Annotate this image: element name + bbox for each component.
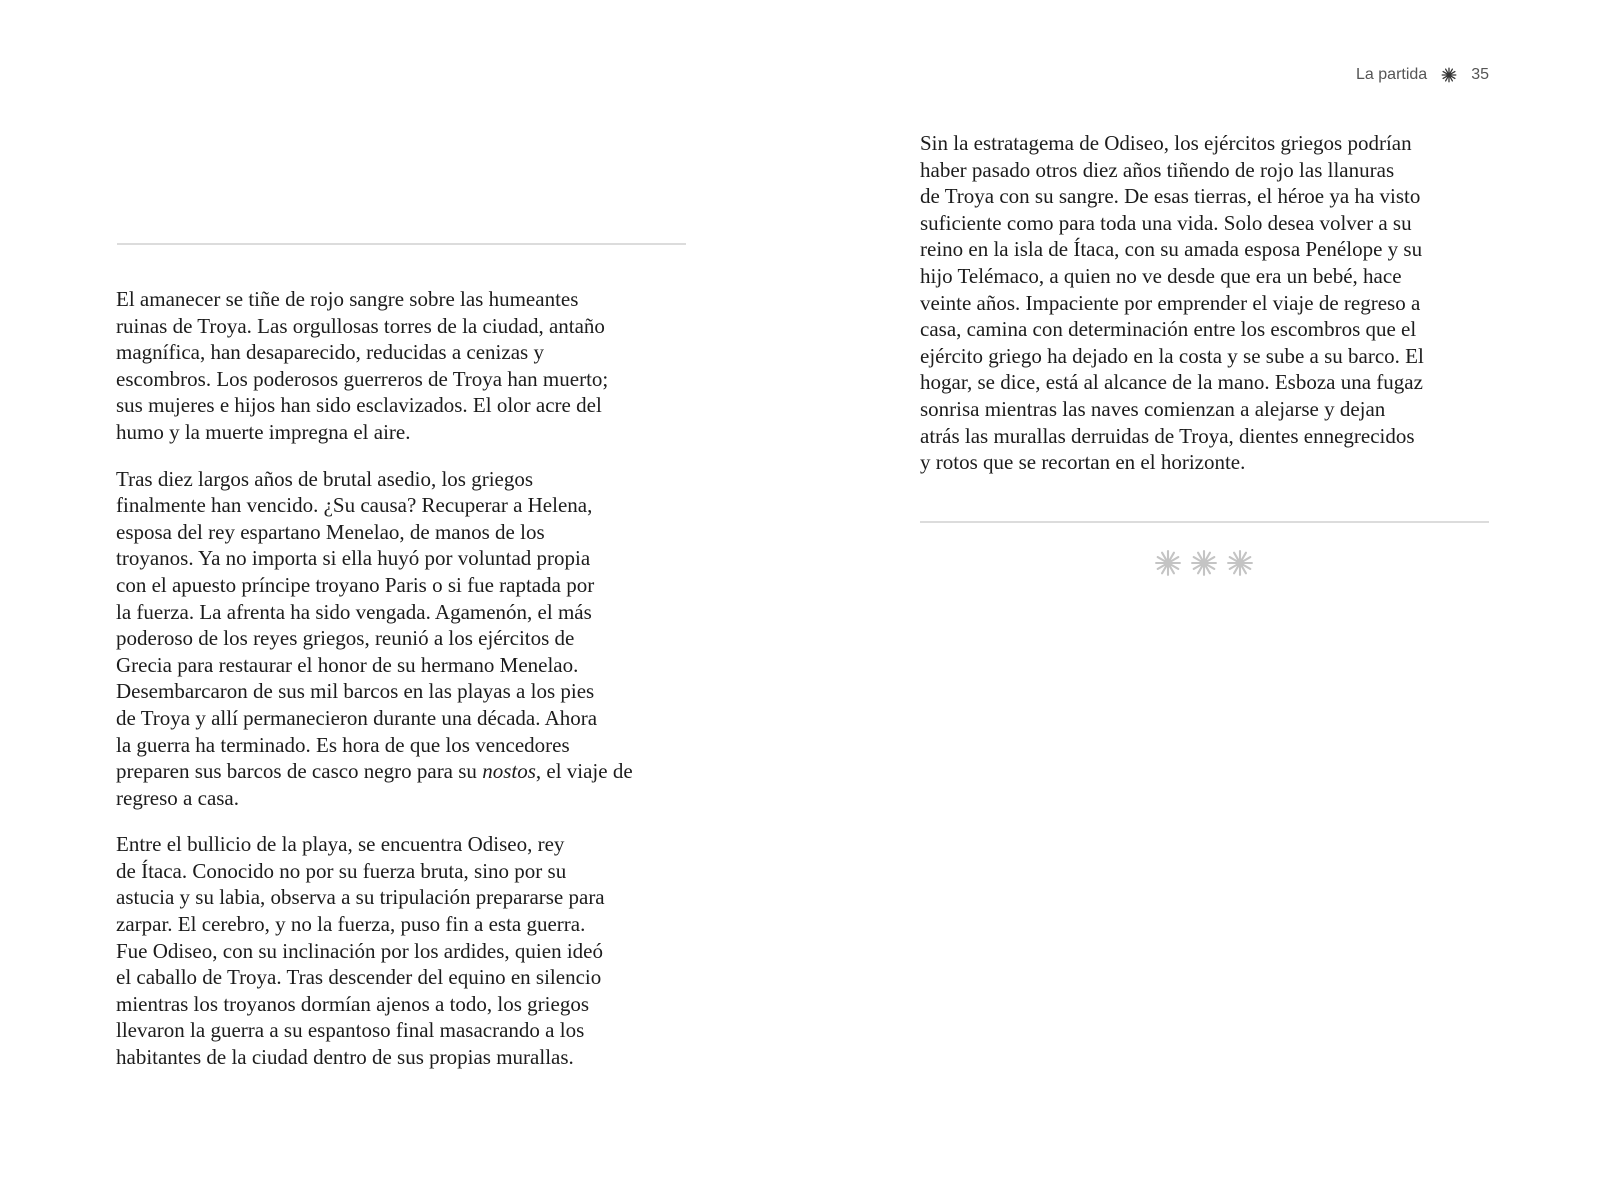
text-line: troyanos. Ya no importa si ella huyó por voluntad propia	[116, 546, 591, 571]
text-line: regreso a casa.	[116, 785, 240, 810]
chapter-divider-rule	[117, 243, 686, 245]
paragraph-1	[116, 286, 696, 446]
text-line: casa, camina con determinación entre los escombros que el	[920, 317, 1417, 342]
text-line: humo y la muerte impregna el aire.	[116, 419, 411, 444]
text-line: Sin la estratagema de Odiseo, los ejércitos griegos podrían	[920, 131, 1412, 155]
text-line: la guerra ha terminado. Es hora de que los vencedores	[116, 732, 570, 757]
left-body-text	[116, 286, 696, 1091]
text-line: esposa del rey espartano Menelao, de manos de los	[116, 519, 545, 544]
right-body-text	[920, 130, 1500, 496]
running-header	[1356, 66, 1489, 84]
text-line-with-italic	[116, 758, 696, 785]
text-line: la fuerza. La afrenta ha sido vengada. Agamenón, el más	[116, 599, 592, 624]
chapter-title: La partida	[1356, 66, 1428, 83]
text-line: haber pasado otros diez años tiñendo de rojo las llanuras	[920, 157, 1395, 182]
text-line: llevaron la guerra a su espantoso final masacrando a los	[116, 1018, 585, 1043]
text-line: hogar, se dice, está al alcance de la mano. Esboza una fugaz	[920, 370, 1423, 395]
text-line: sonrisa mientras las naves comienzan a alejarse y dejan	[920, 396, 1386, 421]
text-line: reino en la isla de Ítaca, con su amada esposa Penélope y su	[920, 237, 1423, 262]
starburst-icon	[1226, 549, 1254, 577]
section-break-ornament	[1154, 549, 1254, 577]
text-fragment: preparen sus barcos de casco negro para su	[116, 759, 483, 784]
text-line: el caballo de Troya. Tras descender del equino en silencio	[116, 965, 602, 990]
text-line: con el apuesto príncipe troyano Paris o si fue raptada por	[116, 572, 595, 597]
text-line: y rotos que se recortan en el horizonte.	[920, 450, 1246, 475]
text-line: de Troya y allí permanecieron durante una década. Ahora	[116, 705, 598, 730]
text-line: Fue Odiseo, con su inclinación por los ardides, quien ideó	[116, 938, 603, 963]
text-line: ruinas de Troya. Las orgullosas torres de la ciudad, antaño	[116, 313, 605, 338]
text-line: magnífica, han desaparecido, reducidas a cenizas y	[116, 340, 544, 365]
text-line: mientras los troyanos dormían ajenos a todo, los griegos	[116, 991, 590, 1016]
italic-term: nostos	[482, 759, 536, 784]
paragraph-3	[116, 831, 696, 1070]
text-line: finalmente han vencido. ¿Su causa? Recuperar a Helena,	[116, 493, 593, 518]
text-line: atrás las murallas derruidas de Troya, dientes ennegrecidos	[920, 423, 1415, 448]
text-line: Grecia para restaurar el honor de su hermano Menelao.	[116, 652, 579, 677]
text-line: veinte años. Impaciente por emprender el viaje de regreso a	[920, 290, 1421, 315]
paragraph-2	[116, 466, 696, 812]
page-number: 35	[1471, 66, 1489, 83]
text-line: de Troya con su sangre. De esas tierras, el héroe ya ha visto	[920, 184, 1421, 209]
text-line: escombros. Los poderosos guerreros de Troya han muerto;	[116, 366, 609, 391]
text-line: suficiente como para toda una vida. Solo desea volver a su	[920, 210, 1412, 235]
text-line: zarpar. El cerebro, y no la fuerza, puso fin a esta guerra.	[116, 912, 586, 937]
text-line: Tras diez largos años de brutal asedio, los griegos	[116, 466, 534, 491]
text-line: poderoso de los reyes griegos, reunió a los ejércitos de	[116, 626, 575, 651]
section-divider-rule	[920, 521, 1489, 523]
text-fragment: , el viaje de	[535, 759, 633, 784]
starburst-icon	[1154, 549, 1182, 577]
text-line: de Ítaca. Conocido no por su fuerza bruta, sino por su	[116, 858, 567, 883]
text-line: El amanecer se tiñe de rojo sangre sobre las humeantes	[116, 287, 579, 311]
text-line: ejército griego ha dejado en la costa y se sube a su barco. El	[920, 343, 1424, 368]
text-line: Desembarcaron de sus mil barcos en las playas a los pies	[116, 679, 595, 704]
text-line: hijo Telémaco, a quien no ve desde que era un bebé, hace	[920, 263, 1402, 288]
text-line: habitantes de la ciudad dentro de sus propias murallas.	[116, 1045, 574, 1070]
paragraph-4	[920, 130, 1500, 476]
text-line: astucia y su labia, observa a su tripulación prepararse para	[116, 885, 605, 910]
text-line: Entre el bullicio de la playa, se encuentra Odiseo, rey	[116, 832, 565, 857]
starburst-icon	[1441, 67, 1457, 83]
right-page	[800, 0, 1600, 1187]
starburst-icon	[1190, 549, 1218, 577]
text-line: sus mujeres e hijos han sido esclavizados. El olor acre del	[116, 393, 602, 418]
